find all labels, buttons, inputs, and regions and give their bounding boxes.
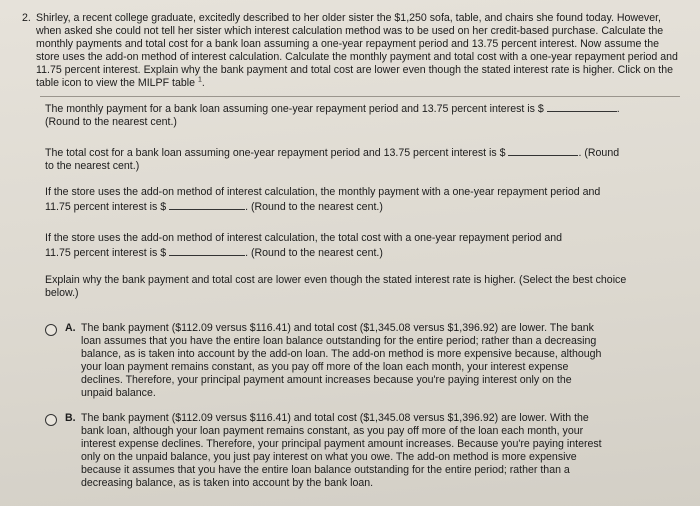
item-text: The monthly payment for a bank loan assuming one-year repayment period and 13.75 percent interest is $: [45, 103, 544, 115]
question-body: Shirley, a recent college graduate, excitedly described to her older sister the $1,250 sofa, table, and chairs she found today. However, when asked she could not tell her sister which interest calculation method was to be used on her credit-based purchase. Calculate the monthly payments and total cost for a bank loan assuming a one-year repayment period and 13.75 percent interest. Now assume the store uses the add-on method of interest calculation. Calculate the monthly payment and total cost with a one-year repayment period and 11.75 percent interest. Explain why the bank payment and total cost are lower even though the stated interest rate is higher. Click on the table icon to view the MILPF table: [36, 12, 678, 89]
item-monthly-addon-payment: [45, 186, 675, 214]
item-after-blank: .: [616, 103, 620, 115]
question-header: [22, 12, 682, 90]
footnote-mark: 1: [197, 76, 202, 84]
choice-letter: A.: [65, 322, 76, 334]
section-divider: [40, 96, 680, 97]
choice-a[interactable]: [45, 322, 605, 400]
item-text: The total cost for a bank loan assuming one-year repayment period and 13.75 percent interest is $: [45, 147, 506, 159]
choice-b[interactable]: [45, 412, 605, 490]
radio-button-a[interactable]: [45, 324, 57, 336]
item-text-prefix: 11.75 percent interest is $: [45, 201, 167, 213]
item-hint: to the nearest cent.): [45, 160, 140, 172]
item-hint: (Round to the nearest cent.): [45, 116, 177, 128]
question-number: 2.: [22, 12, 31, 24]
choice-letter: B.: [65, 412, 76, 424]
answer-blank-monthly-bank[interactable]: [547, 101, 617, 112]
item-text: If the store uses the add-on method of interest calculation, the monthly payment with a one-year repayment period and: [45, 186, 601, 198]
item-total-addon-cost: [45, 232, 675, 260]
answer-blank-total-addon[interactable]: [169, 245, 245, 256]
question-text: [36, 12, 682, 90]
item-monthly-bank-payment: [45, 101, 675, 129]
item-after-blank: . (Round: [578, 147, 620, 159]
item-after-blank: . (Round to the nearest cent.): [245, 247, 383, 259]
answer-blank-total-bank[interactable]: [508, 145, 578, 156]
choice-text: The bank payment ($112.09 versus $116.41) and total cost ($1,345.08 versus $1,396.92) are lower. The bank loan assumes that you have the entire loan balance outstanding for the entire period; rather than a decreasing balance, as is taken into account by the add-on loan. The add-on method is more expensive because, although your loan payment remains constant, as you pay off more of the loan each month, your interest expense declines. Therefore, your principal payment amount increases because you're paying interest only on the unpaid balance.: [81, 322, 602, 399]
radio-button-b[interactable]: [45, 414, 57, 426]
answer-blank-monthly-addon[interactable]: [169, 199, 245, 210]
item-after-blank: . (Round to the nearest cent.): [245, 201, 383, 213]
item-text: If the store uses the add-on method of interest calculation, the total cost with a one-year repayment period and: [45, 232, 563, 244]
explain-prompt: Explain why the bank payment and total cost are lower even though the stated interest rate is higher. (Select the best choice below.): [45, 274, 627, 299]
question-end: .: [201, 77, 205, 89]
item-total-bank-cost: [45, 145, 675, 173]
choice-text: The bank payment ($112.09 versus $116.41) and total cost ($1,345.08 versus $1,396.92) are lower. With the bank loan, although your loan payment remains constant, as you pay off more of the loan each month, your interest expense declines. Therefore, your principal payment amount increases. Because you're paying interest only on the unpaid balance, you just pay interest on what you owe. The add-on method is more expensive because it assumes that you have the entire loan balance outstanding for the entire period; rather than a decreasing balance, as is taken into account by the bank loan.: [81, 412, 602, 489]
item-text-prefix: 11.75 percent interest is $: [45, 247, 167, 259]
